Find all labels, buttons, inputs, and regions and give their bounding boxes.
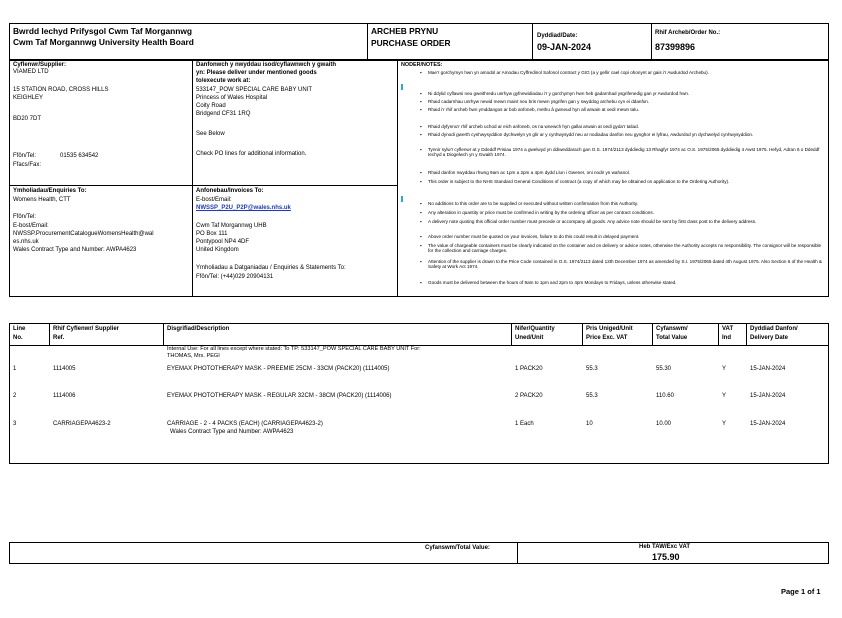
note-item: ▪ Rhaid dyfynnu'r rhif archeb uchod ar eich anfoneb, os na wnewch hyn gallai arwain at oedi gyda'r taliad.	[420, 124, 639, 129]
invoices-email-link[interactable]: NWSSP_P2U_P2P@wales.nhs.uk	[196, 205, 291, 211]
row-unit-price: 10	[586, 421, 593, 427]
supplier-line: 15 STATION ROAD, CROSS HILLS	[13, 87, 109, 93]
enquiries-name: Womens Health, CTT	[13, 197, 71, 203]
invoices-address-line: Cwm Taf Morgannwg UHB	[196, 223, 267, 229]
total-value: 175.90	[652, 552, 680, 562]
invoices-address-line: United Kingdom	[196, 247, 239, 253]
org-name-welsh: Bwrdd Iechyd Prifysgol Cwm Taf Morgannwg	[13, 26, 192, 36]
see-below: See Below	[196, 131, 225, 137]
row-description: EYEMAX PHOTOTHERAPY MASK - REGULAR 32CM - 38CM (PACK20) (1114006)	[167, 393, 392, 399]
row-line-no: 1	[13, 366, 17, 372]
col-header-desc: Disgrifiad/Description	[167, 326, 230, 332]
row-delivery-date: 15-JAN-2024	[750, 421, 786, 427]
col-header-date: Delivery Date	[750, 335, 789, 341]
statements-label: Ymholiadau a Datganiadau / Enquiries & Statements To:	[196, 265, 346, 271]
supplier-line: KEIGHLEY	[13, 95, 44, 101]
row-description-extra: Wales Contract Type and Number: AWPA4623	[170, 429, 294, 435]
row-supplier-ref: 1114006	[53, 393, 76, 399]
row-delivery-date: 15-JAN-2024	[750, 393, 786, 399]
doc-title-english: PURCHASE ORDER	[371, 38, 451, 48]
doc-title-welsh: ARCHEB PRYNU	[371, 26, 439, 36]
date-value: 09-JAN-2024	[537, 42, 592, 52]
delivery-address-line: 533147_POW SPECIAL CARE BABY UNIT	[196, 87, 313, 93]
total-box	[9, 542, 829, 564]
note-item: ▪ Rhaid cadarnhau unrhyw newid mewn maint neu bris mewn ysgrifen gan y swyddog archebu cyn ei ddanfon.	[420, 99, 650, 104]
row-total: 110.60	[656, 393, 674, 399]
row-vat: Y	[722, 421, 727, 427]
invoices-email-label: E-bost/Email:	[196, 197, 232, 203]
page-number: Page 1 of 1	[781, 587, 821, 596]
supplier-label: Cyflenwr/Supplier:	[13, 62, 67, 68]
enquiries-label: Ymholiadau/Enquiries To:	[13, 188, 87, 194]
col-header-date: Dyddiad Danfon/	[750, 326, 798, 332]
note-item: ▪ Rhaid danfon nwyddau rhwng 9am ac 1pm a 2pm a 4pm dydd Llun i Gwener, oni nodir yn wahanol.	[420, 170, 630, 175]
col-header-vat: Ind	[722, 335, 731, 341]
invoices-label: Anfonebau/Invoices To:	[196, 188, 264, 194]
note-item: ▪ The value of chargeable containers must be clearly indicated on the container and on delivery or advice notes, otherwise the Authority accepts no responsibility. The consignor will be responsible for the collection and carriage charges.	[420, 243, 822, 254]
col-header-line: No.	[13, 335, 23, 341]
row-supplier-ref: CARRIAGEPA4623-2	[53, 421, 111, 427]
check-po-lines: Check PO lines for additional information.	[196, 151, 307, 157]
note-item: ▪ No additions to this order are to be supplied or executed without written confirmation from this Authority.	[420, 201, 639, 206]
delivery-address-line: Coity Road	[196, 103, 226, 109]
supplier-line: VIAMED LTD	[13, 69, 49, 75]
order-no-label: Rhif Archeb/Order No.:	[655, 30, 721, 36]
internal-use-note: Internal Use: For all lines except where stated: To TP: 533147_POW SPECIAL CARE BABY UNIT For:	[167, 346, 421, 352]
row-description: CARRIAGE - 2 - 4 PACKS (EACH) (CARRIAGEPA4623-2)	[167, 421, 323, 427]
note-item: ▪ Rhaid i'r rhif archeb hwn ymddangos ar bob anfoneb, methu â gwneud hyn all arwain at oedi mewn talu.	[420, 107, 640, 112]
col-header-qty: Uned/Unit	[515, 335, 544, 341]
delivery-address-line: Bridgend CF31 1RQ	[196, 111, 251, 117]
note-item: ▪ A delivery note quoting this official order number must precede or accompany all goods. Any advice note should be sent by first class post to the delivery address.	[420, 219, 757, 224]
internal-use-note: THOMAS, Mrs. PEGI	[167, 353, 220, 359]
row-description: EYEMAX PHOTOTHERAPY MASK - PREEMIE 25CM - 33CM (PACK20) (1114005)	[167, 366, 390, 372]
row-supplier-ref: 1114005	[53, 366, 76, 372]
row-vat: Y	[722, 366, 727, 372]
row-unit-price: 55.3	[586, 393, 598, 399]
invoices-address-line: PO Box 111	[196, 231, 228, 237]
enquiries-contract: Wales Contract Type and Number: AWPA4623	[13, 247, 137, 253]
org-name-english: Cwm Taf Morgannwg University Health Board	[13, 37, 194, 47]
enquiries-email[interactable]: NWSSP.ProcurementCatalogueWomensHealth@wal	[13, 231, 154, 237]
col-header-line: Line	[13, 326, 26, 332]
invoices-address-line: Pontypool NP4 4DF	[196, 239, 250, 245]
notes-marker	[401, 196, 403, 202]
col-header-vat: VAT	[722, 326, 734, 332]
supplier-fax-label: Ffacs/Fax:	[13, 162, 42, 168]
enquiries-email[interactable]: es.nhs.uk	[13, 239, 39, 245]
vat-label: Heb TAW/Exc VAT	[639, 544, 691, 550]
delivery-address-line: Princess of Wales Hospital	[196, 95, 268, 101]
note-item: ▪ Ni ddylid cyflawni neu gweithredu unrhyw gyfnewidiadau i'r y gorchymyn hwn heb gadarnhad ysgrifenedig gan yr Awdurdod hwn.	[420, 91, 690, 96]
row-delivery-date: 15-JAN-2024	[750, 366, 786, 372]
col-header-price: Pris Uniged/Unit	[586, 326, 633, 332]
supplier-phone-value: 01535 634542	[60, 153, 99, 159]
supplier-line: BD20 7DT	[13, 116, 42, 122]
notes-label: NODER/NOTES:	[401, 62, 443, 68]
row-total: 10.00	[656, 421, 672, 427]
delivery-heading: yn: Please deliver under mentioned goods	[196, 70, 317, 76]
col-header-price: Price Exc. VAT	[586, 335, 628, 341]
row-quantity: 2 PACK20	[515, 393, 543, 399]
col-header-ref: Ref.	[53, 335, 65, 341]
note-item: ▪ Mae'r gorchymyn hwn yn amodol ar Amodau Cyffredinol Safonol contract y GIG (a y gellir cael copi ohonynt ar gais i'r Awdurdod Archebu).	[420, 70, 709, 75]
delivery-heading: Danfonwch y nwyddau isod/cyflawnwch y gwaith	[196, 62, 337, 68]
row-quantity: 1 PACK20	[515, 366, 543, 372]
enquiries-phone-label: Ffôn/Tel:	[13, 214, 37, 220]
row-total: 55.30	[656, 366, 672, 372]
row-line-no: 2	[13, 393, 17, 399]
note-item: ▪ Any alteration in quantity or price must be confirmed in writing by the ordering officer as per contract conditions.	[420, 210, 654, 215]
col-header-ref: Rhif Cyflenwr/ Supplier	[53, 326, 120, 332]
note-item: ▪ Goods must be delivered between the hours of 9am to 1pm and 2pm to 4pm Mondays to Fridays, unless otherwise stated.	[420, 280, 677, 285]
row-vat: Y	[722, 393, 727, 399]
date-label: Dyddiad/Date:	[537, 33, 578, 39]
row-unit-price: 55.3	[586, 366, 598, 372]
note-item: ▪ This order is subject to the NHS Standard General Conditions of contract (a copy of which may be obtained on application to the Ordering Authority).	[420, 179, 730, 184]
row-quantity: 1 Each	[515, 421, 534, 427]
order-no-value: 87399896	[655, 42, 696, 52]
enquiries-email-label: E-bost/Email:	[13, 223, 49, 229]
note-item: ▪ Tynnir sylw'r cyflenwr at y Ddeddf Prisiau 1974 a gwelwyd yn ddiweddarach gan O.S. 1974/2113 dyddiedig 13 Rhagfyr 1974 ac O.S. 1975/2065 dyddiedig 4 Awst 1975. Hefyd, Adran 6 o Ddeddf Iechyd a Diogelwch yn y Gwaith 1974.	[420, 147, 820, 158]
statements-phone: Ffôn/Tel: (+44)029 20904131	[196, 274, 274, 280]
note-item: ▪ Rhaid dynodi gwerth cynhwysyddion dychwelyn yn glir ar y cynhwysydd neu ar nodiadau danfon neu gynghor ei lyfrau, Awdurdod yn dychwelyd cynhwysyddion.	[420, 132, 754, 137]
notes-marker	[401, 84, 403, 90]
supplier-phone-label: Ffôn/Tel:	[13, 153, 37, 159]
note-item: ▪ Attention of the supplier is drawn to the Price Code contained in O.S. 1974/2113 dated 13th December 1974 as amended by S.I. 1975/2065 dated 4th August 1975. Also Section 6 of the Health & Safety at Work Act 1974.	[420, 259, 822, 270]
delivery-heading: to/execute work at:	[196, 78, 251, 84]
row-line-no: 3	[13, 421, 17, 427]
total-label: Cyfanswm/Total Value:	[425, 545, 490, 551]
col-header-total: Cyfanswm/	[656, 326, 688, 332]
col-header-total: Total Value	[656, 335, 688, 341]
note-item: ▪ Above order number must be quoted on your invoices, failure to do this could result in delayed payment.	[420, 234, 640, 239]
col-header-qty: Nifer/Quantity	[515, 326, 555, 332]
